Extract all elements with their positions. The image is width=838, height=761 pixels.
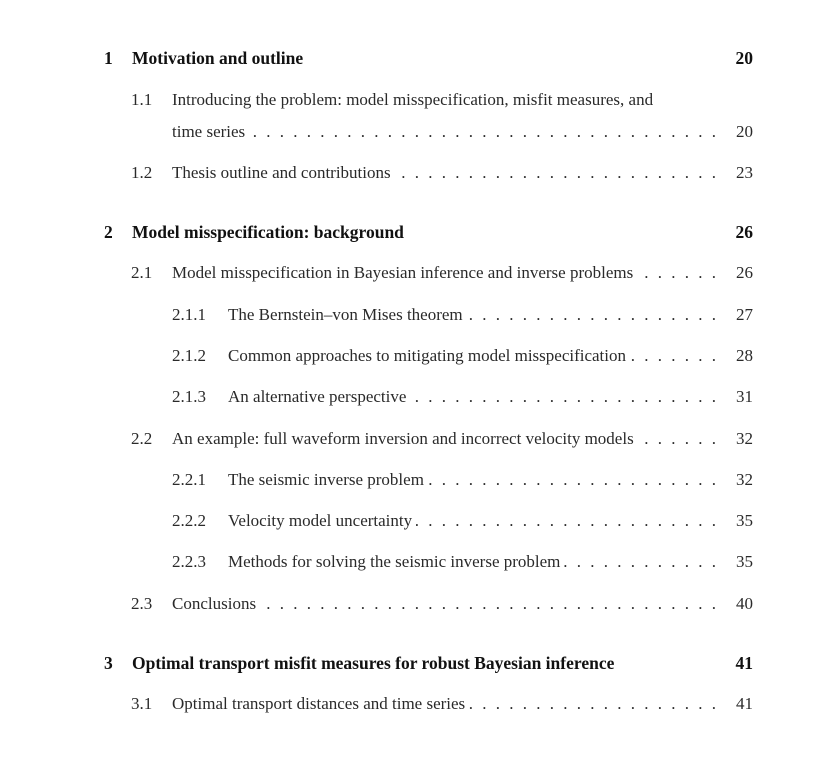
subsection-number: 2.1.2 xyxy=(172,346,206,365)
chapter-title: Optimal transport misfit measures for robust Bayesian inference xyxy=(132,650,618,676)
toc-subsection-2-2-3[interactable] xyxy=(0,549,838,575)
section-number: 3.1 xyxy=(131,694,153,713)
page-number: 35 xyxy=(736,552,753,571)
toc-subsection-2-1-1[interactable] xyxy=(0,302,838,328)
page-number: 20 xyxy=(735,48,753,68)
page-number: 40 xyxy=(736,594,753,613)
toc-section-1-1-continued[interactable] xyxy=(0,119,838,145)
section-title-continued: time series xyxy=(172,119,249,145)
toc-section-2-2[interactable] xyxy=(0,426,838,452)
toc-subsection-2-2-1[interactable] xyxy=(0,467,838,493)
toc-chapter-2[interactable] xyxy=(0,219,838,245)
toc-subsection-2-2-2[interactable] xyxy=(0,508,838,534)
chapter-title: Motivation and outline xyxy=(132,45,307,71)
section-number: 2.1 xyxy=(131,263,153,282)
page-number: 41 xyxy=(735,653,753,673)
toc-section-1-1[interactable] xyxy=(0,87,838,113)
chapter-title: Model misspecification: background xyxy=(132,219,408,245)
subsection-number: 2.1.3 xyxy=(172,387,206,406)
page-number: 20 xyxy=(736,122,753,141)
toc-section-3-1[interactable] xyxy=(0,691,838,717)
section-title: Optimal transport distances and time series xyxy=(172,691,469,717)
toc-subsection-2-1-3[interactable] xyxy=(0,384,838,410)
subsection-number: 2.2.3 xyxy=(172,552,206,571)
page-number: 41 xyxy=(736,694,753,713)
page-number: 28 xyxy=(736,346,753,365)
chapter-number: 3 xyxy=(104,653,113,673)
toc-section-1-2[interactable] xyxy=(0,160,838,186)
subsection-number: 2.2.1 xyxy=(172,470,206,489)
subsection-title: An alternative perspective xyxy=(228,384,410,410)
dot-leader xyxy=(172,119,716,145)
subsection-title: Velocity model uncertainty xyxy=(228,508,416,534)
subsection-title: Methods for solving the seismic inverse problem xyxy=(228,549,564,575)
subsection-title: The seismic inverse problem xyxy=(228,467,428,493)
section-title: An example: full waveform inversion and incorrect velocity models xyxy=(172,426,638,452)
section-number: 1.1 xyxy=(131,90,153,109)
toc-section-2-3[interactable] xyxy=(0,591,838,617)
toc-chapter-3[interactable] xyxy=(0,650,838,676)
page-number: 27 xyxy=(736,305,753,324)
page-number: 26 xyxy=(736,263,753,282)
subsection-title: The Bernstein–von Mises theorem xyxy=(228,302,467,328)
subsection-number: 2.1.1 xyxy=(172,305,206,324)
subsection-title: Common approaches to mitigating model misspecification xyxy=(228,343,630,369)
toc-subsection-2-1-2[interactable] xyxy=(0,343,838,369)
page-number: 26 xyxy=(735,222,753,242)
toc-section-2-1[interactable] xyxy=(0,260,838,286)
toc-chapter-1[interactable] xyxy=(0,45,838,71)
chapter-number: 2 xyxy=(104,222,113,242)
section-title: Introducing the problem: model misspecification, misfit measures, and xyxy=(172,87,657,113)
chapter-number: 1 xyxy=(104,48,113,68)
page-number: 35 xyxy=(736,511,753,530)
page-number: 31 xyxy=(736,387,753,406)
section-number: 2.2 xyxy=(131,429,153,448)
section-title: Model misspecification in Bayesian inference and inverse problems xyxy=(172,260,637,286)
page-number: 23 xyxy=(736,163,753,182)
section-title: Thesis outline and contributions xyxy=(172,160,395,186)
section-title: Conclusions xyxy=(172,591,260,617)
page-number: 32 xyxy=(736,470,753,489)
page-number: 32 xyxy=(736,429,753,448)
section-number: 1.2 xyxy=(131,163,153,182)
section-number: 2.3 xyxy=(131,594,153,613)
subsection-number: 2.2.2 xyxy=(172,511,206,530)
